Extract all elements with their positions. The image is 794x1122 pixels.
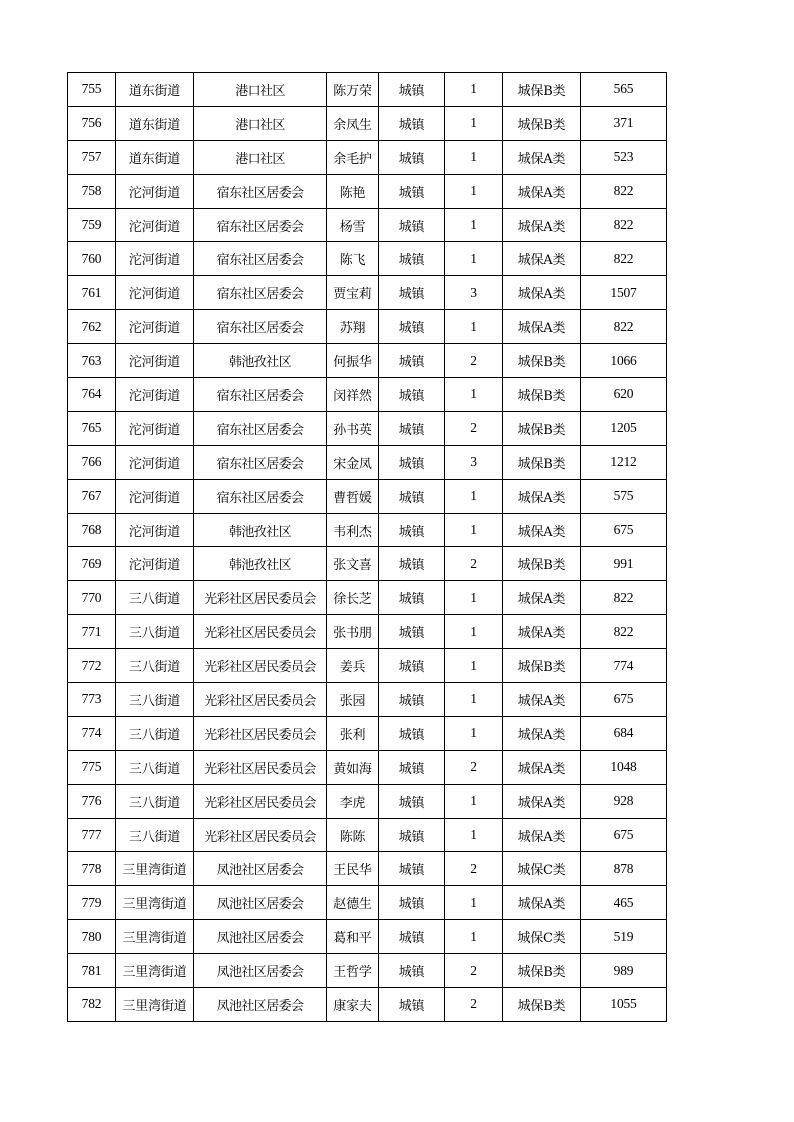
name-cell: 陈万荣 [327, 73, 379, 107]
household-size-cell: 1 [445, 140, 503, 174]
amount-cell: 774 [581, 649, 667, 683]
row-number-cell: 775 [68, 750, 116, 784]
name-cell: 苏翔 [327, 310, 379, 344]
subdistrict-cell: 三里湾街道 [116, 988, 194, 1022]
category-cell: 城保A类 [503, 140, 581, 174]
amount-cell: 371 [581, 106, 667, 140]
subdistrict-cell: 三里湾街道 [116, 920, 194, 954]
table-row [68, 242, 667, 276]
community-cell: 光彩社区居民委员会 [194, 784, 327, 818]
table-row [68, 411, 667, 445]
amount-cell: 675 [581, 513, 667, 547]
subdistrict-cell: 三里湾街道 [116, 886, 194, 920]
row-number-cell: 776 [68, 784, 116, 818]
amount-cell: 575 [581, 479, 667, 513]
area-type-cell: 城镇 [379, 716, 445, 750]
name-cell: 张文喜 [327, 547, 379, 581]
amount-cell: 465 [581, 886, 667, 920]
name-cell: 孙书英 [327, 411, 379, 445]
household-size-cell: 3 [445, 276, 503, 310]
community-cell: 凤池社区居委会 [194, 886, 327, 920]
area-type-cell: 城镇 [379, 140, 445, 174]
community-cell: 光彩社区居民委员会 [194, 581, 327, 615]
area-type-cell: 城镇 [379, 208, 445, 242]
table-row [68, 750, 667, 784]
subdistrict-cell: 三里湾街道 [116, 852, 194, 886]
name-cell: 曹哲媛 [327, 479, 379, 513]
amount-cell: 565 [581, 73, 667, 107]
category-cell: 城保A类 [503, 683, 581, 717]
category-cell: 城保B类 [503, 411, 581, 445]
amount-cell: 991 [581, 547, 667, 581]
community-cell: 凤池社区居委会 [194, 920, 327, 954]
community-cell: 宿东社区居委会 [194, 208, 327, 242]
household-size-cell: 1 [445, 208, 503, 242]
area-type-cell: 城镇 [379, 242, 445, 276]
row-number-cell: 767 [68, 479, 116, 513]
table-row [68, 378, 667, 412]
name-cell: 姜兵 [327, 649, 379, 683]
row-number-cell: 781 [68, 954, 116, 988]
table-row [68, 954, 667, 988]
category-cell: 城保C类 [503, 852, 581, 886]
amount-cell: 1066 [581, 344, 667, 378]
table-row [68, 988, 667, 1022]
amount-cell: 1055 [581, 988, 667, 1022]
subdistrict-cell: 道东街道 [116, 140, 194, 174]
row-number-cell: 774 [68, 716, 116, 750]
name-cell: 杨雪 [327, 208, 379, 242]
subdistrict-cell: 沱河街道 [116, 344, 194, 378]
area-type-cell: 城镇 [379, 954, 445, 988]
area-type-cell: 城镇 [379, 988, 445, 1022]
category-cell: 城保A类 [503, 513, 581, 547]
row-number-cell: 763 [68, 344, 116, 378]
row-number-cell: 759 [68, 208, 116, 242]
amount-cell: 1205 [581, 411, 667, 445]
subdistrict-cell: 沱河街道 [116, 411, 194, 445]
category-cell: 城保C类 [503, 920, 581, 954]
subdistrict-cell: 三八街道 [116, 818, 194, 852]
amount-cell: 822 [581, 242, 667, 276]
area-type-cell: 城镇 [379, 818, 445, 852]
subdistrict-cell: 三八街道 [116, 683, 194, 717]
row-number-cell: 766 [68, 445, 116, 479]
name-cell: 徐长芝 [327, 581, 379, 615]
table-row [68, 852, 667, 886]
category-cell: 城保B类 [503, 445, 581, 479]
amount-cell: 1212 [581, 445, 667, 479]
amount-cell: 684 [581, 716, 667, 750]
category-cell: 城保A类 [503, 276, 581, 310]
beneficiary-table [67, 72, 667, 1022]
table-row [68, 683, 667, 717]
area-type-cell: 城镇 [379, 73, 445, 107]
amount-cell: 523 [581, 140, 667, 174]
table-row [68, 886, 667, 920]
row-number-cell: 756 [68, 106, 116, 140]
row-number-cell: 768 [68, 513, 116, 547]
amount-cell: 675 [581, 818, 667, 852]
household-size-cell: 3 [445, 445, 503, 479]
name-cell: 何振华 [327, 344, 379, 378]
name-cell: 宋金凤 [327, 445, 379, 479]
row-number-cell: 761 [68, 276, 116, 310]
household-size-cell: 1 [445, 886, 503, 920]
household-size-cell: 1 [445, 649, 503, 683]
row-number-cell: 773 [68, 683, 116, 717]
row-number-cell: 780 [68, 920, 116, 954]
table-row [68, 547, 667, 581]
category-cell: 城保A类 [503, 750, 581, 784]
table-row [68, 513, 667, 547]
category-cell: 城保A类 [503, 174, 581, 208]
community-cell: 韩池孜社区 [194, 547, 327, 581]
table-row [68, 276, 667, 310]
row-number-cell: 762 [68, 310, 116, 344]
row-number-cell: 755 [68, 73, 116, 107]
row-number-cell: 770 [68, 581, 116, 615]
category-cell: 城保A类 [503, 310, 581, 344]
amount-cell: 928 [581, 784, 667, 818]
amount-cell: 822 [581, 310, 667, 344]
name-cell: 赵德生 [327, 886, 379, 920]
area-type-cell: 城镇 [379, 174, 445, 208]
table-row [68, 106, 667, 140]
name-cell: 陈飞 [327, 242, 379, 276]
category-cell: 城保B类 [503, 988, 581, 1022]
category-cell: 城保A类 [503, 208, 581, 242]
name-cell: 张园 [327, 683, 379, 717]
name-cell: 康家夫 [327, 988, 379, 1022]
subdistrict-cell: 沱河街道 [116, 208, 194, 242]
subdistrict-cell: 三里湾街道 [116, 954, 194, 988]
household-size-cell: 2 [445, 344, 503, 378]
name-cell: 闵祥然 [327, 378, 379, 412]
table-row [68, 784, 667, 818]
household-size-cell: 1 [445, 242, 503, 276]
name-cell: 余毛护 [327, 140, 379, 174]
table-row [68, 920, 667, 954]
amount-cell: 1048 [581, 750, 667, 784]
amount-cell: 822 [581, 174, 667, 208]
category-cell: 城保B类 [503, 106, 581, 140]
name-cell: 王民华 [327, 852, 379, 886]
subdistrict-cell: 三八街道 [116, 784, 194, 818]
table-row [68, 716, 667, 750]
household-size-cell: 1 [445, 615, 503, 649]
category-cell: 城保A类 [503, 479, 581, 513]
community-cell: 凤池社区居委会 [194, 852, 327, 886]
row-number-cell: 765 [68, 411, 116, 445]
subdistrict-cell: 道东街道 [116, 106, 194, 140]
table-row [68, 445, 667, 479]
row-number-cell: 779 [68, 886, 116, 920]
table-row [68, 344, 667, 378]
community-cell: 宿东社区居委会 [194, 411, 327, 445]
category-cell: 城保A类 [503, 784, 581, 818]
community-cell: 宿东社区居委会 [194, 445, 327, 479]
household-size-cell: 2 [445, 988, 503, 1022]
table-row [68, 310, 667, 344]
amount-cell: 675 [581, 683, 667, 717]
table-row [68, 479, 667, 513]
area-type-cell: 城镇 [379, 547, 445, 581]
subdistrict-cell: 三八街道 [116, 581, 194, 615]
household-size-cell: 2 [445, 411, 503, 445]
name-cell: 王哲学 [327, 954, 379, 988]
row-number-cell: 778 [68, 852, 116, 886]
name-cell: 张利 [327, 716, 379, 750]
table-row [68, 140, 667, 174]
household-size-cell: 1 [445, 310, 503, 344]
community-cell: 凤池社区居委会 [194, 954, 327, 988]
row-number-cell: 757 [68, 140, 116, 174]
household-size-cell: 1 [445, 378, 503, 412]
area-type-cell: 城镇 [379, 581, 445, 615]
subdistrict-cell: 沱河街道 [116, 276, 194, 310]
subdistrict-cell: 道东街道 [116, 73, 194, 107]
name-cell: 张书朋 [327, 615, 379, 649]
area-type-cell: 城镇 [379, 310, 445, 344]
subdistrict-cell: 三八街道 [116, 716, 194, 750]
community-cell: 光彩社区居民委员会 [194, 716, 327, 750]
community-cell: 光彩社区居民委员会 [194, 683, 327, 717]
category-cell: 城保B类 [503, 344, 581, 378]
amount-cell: 878 [581, 852, 667, 886]
area-type-cell: 城镇 [379, 106, 445, 140]
table-row [68, 818, 667, 852]
community-cell: 光彩社区居民委员会 [194, 615, 327, 649]
area-type-cell: 城镇 [379, 750, 445, 784]
category-cell: 城保A类 [503, 716, 581, 750]
subdistrict-cell: 沱河街道 [116, 479, 194, 513]
table-row [68, 649, 667, 683]
household-size-cell: 1 [445, 683, 503, 717]
category-cell: 城保A类 [503, 818, 581, 852]
household-size-cell: 1 [445, 106, 503, 140]
area-type-cell: 城镇 [379, 886, 445, 920]
community-cell: 宿东社区居委会 [194, 276, 327, 310]
area-type-cell: 城镇 [379, 344, 445, 378]
area-type-cell: 城镇 [379, 784, 445, 818]
area-type-cell: 城镇 [379, 445, 445, 479]
community-cell: 光彩社区居民委员会 [194, 750, 327, 784]
household-size-cell: 2 [445, 954, 503, 988]
community-cell: 韩池孜社区 [194, 513, 327, 547]
category-cell: 城保B类 [503, 73, 581, 107]
household-size-cell: 1 [445, 920, 503, 954]
row-number-cell: 760 [68, 242, 116, 276]
amount-cell: 519 [581, 920, 667, 954]
category-cell: 城保A类 [503, 886, 581, 920]
community-cell: 光彩社区居民委员会 [194, 649, 327, 683]
row-number-cell: 777 [68, 818, 116, 852]
name-cell: 陈艳 [327, 174, 379, 208]
subdistrict-cell: 沱河街道 [116, 513, 194, 547]
community-cell: 韩池孜社区 [194, 344, 327, 378]
row-number-cell: 771 [68, 615, 116, 649]
name-cell: 陈陈 [327, 818, 379, 852]
area-type-cell: 城镇 [379, 276, 445, 310]
subdistrict-cell: 沱河街道 [116, 378, 194, 412]
household-size-cell: 1 [445, 479, 503, 513]
row-number-cell: 772 [68, 649, 116, 683]
subdistrict-cell: 三八街道 [116, 615, 194, 649]
community-cell: 宿东社区居委会 [194, 378, 327, 412]
household-size-cell: 1 [445, 784, 503, 818]
category-cell: 城保A类 [503, 581, 581, 615]
name-cell: 余凤生 [327, 106, 379, 140]
household-size-cell: 2 [445, 750, 503, 784]
name-cell: 贾宝莉 [327, 276, 379, 310]
amount-cell: 822 [581, 581, 667, 615]
household-size-cell: 1 [445, 716, 503, 750]
category-cell: 城保B类 [503, 954, 581, 988]
category-cell: 城保B类 [503, 649, 581, 683]
community-cell: 港口社区 [194, 73, 327, 107]
subdistrict-cell: 三八街道 [116, 649, 194, 683]
category-cell: 城保B类 [503, 378, 581, 412]
name-cell: 李虎 [327, 784, 379, 818]
household-size-cell: 1 [445, 73, 503, 107]
category-cell: 城保A类 [503, 242, 581, 276]
area-type-cell: 城镇 [379, 920, 445, 954]
community-cell: 凤池社区居委会 [194, 988, 327, 1022]
community-cell: 宿东社区居委会 [194, 479, 327, 513]
area-type-cell: 城镇 [379, 615, 445, 649]
amount-cell: 989 [581, 954, 667, 988]
area-type-cell: 城镇 [379, 513, 445, 547]
category-cell: 城保A类 [503, 615, 581, 649]
amount-cell: 822 [581, 615, 667, 649]
community-cell: 光彩社区居民委员会 [194, 818, 327, 852]
table-row [68, 581, 667, 615]
household-size-cell: 1 [445, 818, 503, 852]
row-number-cell: 769 [68, 547, 116, 581]
area-type-cell: 城镇 [379, 683, 445, 717]
community-cell: 港口社区 [194, 140, 327, 174]
name-cell: 黄如海 [327, 750, 379, 784]
row-number-cell: 782 [68, 988, 116, 1022]
row-number-cell: 758 [68, 174, 116, 208]
household-size-cell: 2 [445, 852, 503, 886]
row-number-cell: 764 [68, 378, 116, 412]
table-row [68, 73, 667, 107]
household-size-cell: 1 [445, 174, 503, 208]
community-cell: 宿东社区居委会 [194, 310, 327, 344]
subdistrict-cell: 沱河街道 [116, 310, 194, 344]
table-body [68, 73, 667, 1022]
household-size-cell: 2 [445, 547, 503, 581]
amount-cell: 822 [581, 208, 667, 242]
household-size-cell: 1 [445, 581, 503, 615]
community-cell: 宿东社区居委会 [194, 242, 327, 276]
subdistrict-cell: 沱河街道 [116, 174, 194, 208]
community-cell: 宿东社区居委会 [194, 174, 327, 208]
area-type-cell: 城镇 [379, 378, 445, 412]
amount-cell: 1507 [581, 276, 667, 310]
subdistrict-cell: 沱河街道 [116, 547, 194, 581]
subdistrict-cell: 三八街道 [116, 750, 194, 784]
table-row [68, 208, 667, 242]
community-cell: 港口社区 [194, 106, 327, 140]
amount-cell: 620 [581, 378, 667, 412]
subdistrict-cell: 沱河街道 [116, 445, 194, 479]
area-type-cell: 城镇 [379, 479, 445, 513]
table-row [68, 174, 667, 208]
area-type-cell: 城镇 [379, 411, 445, 445]
name-cell: 韦利杰 [327, 513, 379, 547]
category-cell: 城保B类 [503, 547, 581, 581]
area-type-cell: 城镇 [379, 649, 445, 683]
household-size-cell: 1 [445, 513, 503, 547]
table-row [68, 615, 667, 649]
name-cell: 葛和平 [327, 920, 379, 954]
subdistrict-cell: 沱河街道 [116, 242, 194, 276]
area-type-cell: 城镇 [379, 852, 445, 886]
